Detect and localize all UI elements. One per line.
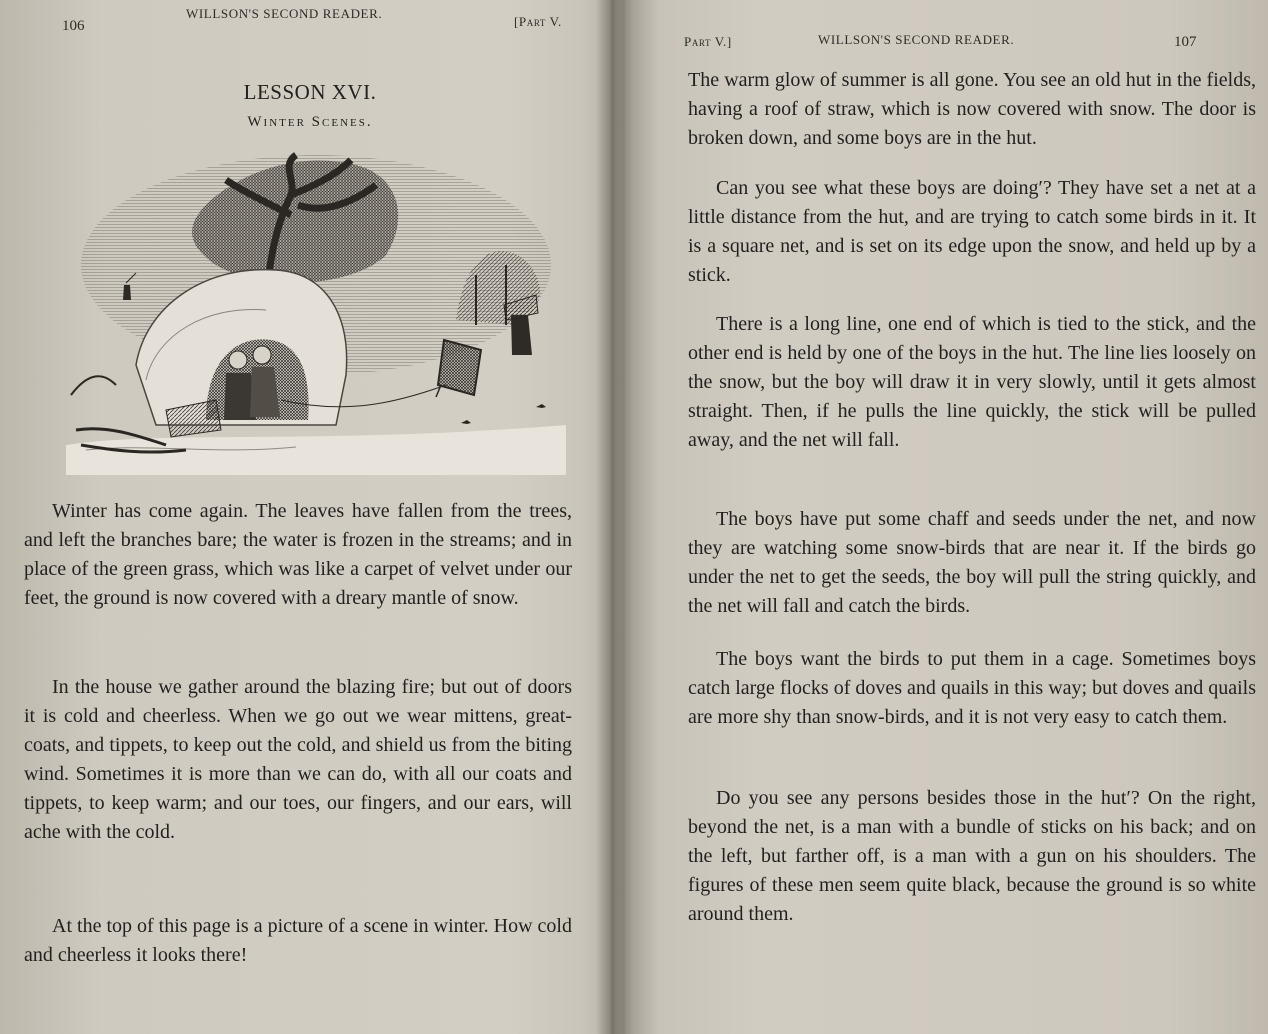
lesson-subtitle: Winter Scenes. [247,114,373,130]
right-page [626,0,1268,1034]
right-paragraph-5: The boys want the birds to put them in a cage. Sometimes boys catch large flocks of doves and quails in this way; but doves and quails are more shy than snow-birds, and it is not very easy to catch them. [688,648,1256,728]
left-paragraph-1: Winter has come again. The leaves have fallen from the trees, and left the branches bare; the water is frozen in the streams; and in place of the green grass, which was like a carpet of velvet under our feet, the ground is now covered with a dreary mantle of snow. [24,500,572,609]
left-part-label: [Part V. [514,14,562,29]
lesson-title: LESSON XVI. [243,80,377,104]
left-paragraph-2: In the house we gather around the blazing fire; but out of doors it is cold and cheerless. When we go out we wear mittens, great-coats, and tippets, to keep out the cold, and shield us from the biting wind. Sometimes it is more than we can do, with all our coats and tippets, to keep warm; and our toes, our fingers, and our ears, will ache with the cold. [24,676,572,843]
right-page-number: 107 [1174,34,1197,50]
right-paragraph-1: The warm glow of summer is all gone. You see an old hut in the fields, having a roof of straw, which is now covered with snow. The door is broken down, and some boys are in the hut. [688,69,1256,149]
left-paragraph-3: At the top of this page is a picture of a scene in winter. How cold and cheerless it looks there! [24,915,572,966]
right-paragraph-3: There is a long line, one end of which is tied to the stick, and the other end is held by one of the boys in the hut. The line lies loosely on the snow, but the boy will draw it in very slowly, until it gets almost straight. Then, if he pulls the line quickly, the stick will be pulled away, and the net will fall. [688,313,1256,451]
left-page [0,0,600,1034]
left-running-head: WILLSON'S SECOND READER. [186,6,383,21]
right-part-label: Part V.] [684,34,732,49]
winter-hut-engraving-icon [66,145,566,475]
book-gutter [596,0,626,1034]
right-paragraph-2: Can you see what these boys are doing′? They have set a net at a little distance from the hut, and are trying to catch some birds in it. It is a square net, and is set on its edge upon the snow, and held up by a stick. [688,177,1256,286]
right-running-head: WILLSON'S SECOND READER. [818,32,1015,47]
left-page-number: 106 [62,18,85,34]
right-paragraph-6: Do you see any persons besides those in the hut′? On the right, beyond the net, is a man with a bundle of sticks on his back; and on the left, but farther off, is a man with a gun on his shoulders. The figures of these men seem quite black, because the ground is so white around them. [688,787,1256,925]
right-paragraph-4: The boys have put some chaff and seeds under the net, and now they are watching some snow-birds that are near it. If the birds go under the net to get the seeds, the boy will pull the string quickly, and the net will fall and catch the birds. [688,508,1256,617]
